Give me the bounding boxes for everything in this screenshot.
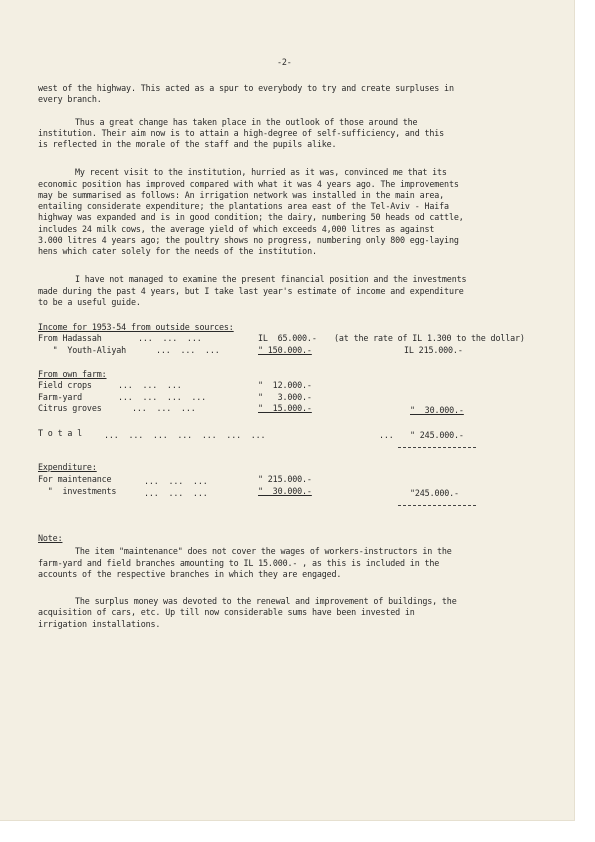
farm-row-label: Farm-yard [38,392,83,402]
income-row-amount: IL 65.000.- [258,333,317,343]
expenditure-row-dots: ... ... ... [144,488,208,498]
note-paragraph-2-line-3: irrigation installations. [38,619,161,629]
paragraph-3-line-4: entailing considerate expenditure; the plantations area east of the Tel-Aviv - Haifa [38,201,449,211]
note-paragraph-1-line-2: farm-yard and field branches amounting to IL 15.000.- , as this is included in the [38,558,440,568]
note-paragraph-2-line-2: acquisition of cars, etc. Up till now considerable sums have been invested in [38,607,415,617]
expenditure-row-label: For maintenance [38,474,112,484]
farm-row-label: Field crops [38,380,92,390]
farm-row-label: Citrus groves [38,403,102,413]
income-row-amount: " 150.000.- [258,345,312,355]
paragraph-1-line-1: west of the highway. This acted as a spur to everybody to try and create surpluses in [38,83,454,93]
paragraph-2-line-2: institution. Their aim now is to attain a high-degree of self-sufficiency, and this [38,128,445,138]
expenditure-heading: Expenditure: [38,462,97,472]
expenditure-row-label: " investments [38,486,117,496]
paragraph-4-line-3: to be a useful guide. [38,297,141,307]
farm-row-dots: ... ... ... [118,380,182,390]
paragraph-3-line-8: hens which cater solely for the needs of the institution. [38,246,317,256]
income-subtotal: IL 215.000.- [404,345,463,355]
paragraph-2-line-3: is reflected in the morale of the staff and the pupils alike. [38,139,337,149]
grand-total-label: T o t a l [38,428,83,438]
note-paragraph-2-line-1: The surplus money was devoted to the renewal and improvement of buildings, the [75,596,457,606]
exchange-rate-note: (at the rate of IL 1.300 to the dollar) [334,333,525,343]
paragraph-4-line-2: made during the past 4 years, but I take last year's estimate of income and expenditure [38,286,464,296]
farm-row-dots: ... ... ... ... [118,392,207,402]
grand-total-amount: " 245.000.- [410,430,464,440]
paragraph-4-line-1: I have not managed to examine the present financial position and the investments [75,274,467,284]
income-row-dots: ... ... ... [138,333,202,343]
farm-row-amount: " 3.000.- [258,392,312,402]
grand-total-dots: ... ... ... ... ... ... ... [104,430,266,440]
grand-total-underline [398,447,476,448]
paragraph-3-line-7: 3.000 litres 4 years ago; the poultry shows no progress, numbering only 800 egg-laying [38,235,459,245]
paragraph-3-line-3: may be summarised as follows: An irrigation network was installed in the main area, [38,190,445,200]
paragraph-3-line-5: highway was expanded and is in good condition; the dairy, numbering 50 heads od cattle, [38,212,464,222]
farm-row-amount: " 12.000.- [258,380,312,390]
paragraph-2-line-1: Thus a great change has taken place in the outlook of those around the [75,117,418,127]
farm-subtotal: " 30.000.- [410,405,464,415]
expenditure-row-amount: " 30.000.- [258,486,312,496]
paragraph-1-line-2: every branch. [38,94,102,104]
grand-total-dots-trailing: ... [379,430,394,440]
farm-row-amount: " 15.000.- [258,403,312,413]
income-row-label: " Youth-Aliyah [38,345,127,355]
expenditure-row-dots: ... ... ... [144,476,208,486]
note-heading: Note: [38,533,63,543]
paragraph-3-line-1: My recent visit to the institution, hurried as it was, convinced me that its [75,167,447,177]
paragraph-3-line-6: includes 24 milk cows, the average yield of which exceeds 4,000 litres as against [38,224,435,234]
income-row-label: From Hadassah [38,333,102,343]
note-paragraph-1-line-1: The item "maintenance" does not cover the wages of workers-instructors in the [75,546,452,556]
expenditure-total: "245.000.- [410,488,459,498]
farm-row-dots: ... ... ... [132,403,196,413]
paragraph-3-line-2: economic position has improved compared with what it was 4 years ago. The improvements [38,179,459,189]
income-heading: Income for 1953-54 from outside sources: [38,322,234,332]
expenditure-total-underline [398,505,476,506]
note-paragraph-1-line-3: accounts of the respective branches in which they are engaged. [38,569,342,579]
income-row-dots: ... ... ... [156,345,220,355]
page-number: -2- [277,57,292,67]
expenditure-row-amount: " 215.000.- [258,474,312,484]
own-farm-heading: From own farm: [38,369,107,379]
